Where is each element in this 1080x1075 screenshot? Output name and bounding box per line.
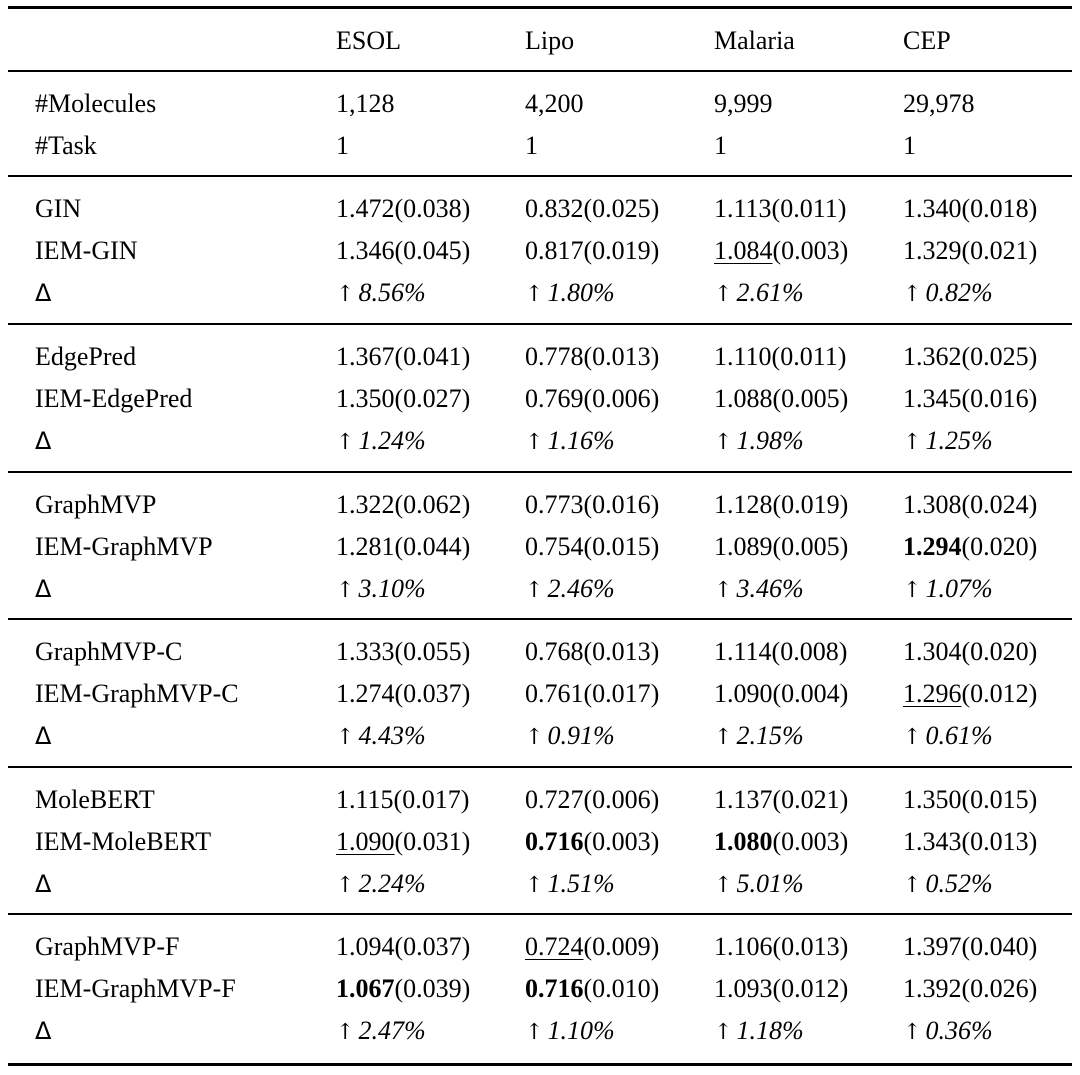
- stats-row-molecules: [0, 84, 1080, 124]
- improvement-cell: [714, 864, 804, 906]
- table-cell: [336, 632, 470, 672]
- std-value: (0.017): [393, 785, 470, 814]
- table-cell: [525, 969, 659, 1009]
- improvement-cell: [714, 273, 804, 315]
- std-value: (0.003): [772, 236, 849, 265]
- delta-row: [0, 569, 1080, 609]
- std-value: (0.017): [583, 679, 660, 708]
- up-arrow-icon: ↑: [525, 282, 544, 307]
- std-value: (0.037): [394, 679, 471, 708]
- table-cell: [903, 822, 1037, 862]
- table-cell: [903, 674, 1037, 714]
- std-value: (0.019): [772, 490, 849, 519]
- improvement-cell: [903, 421, 993, 463]
- table-cell: [903, 337, 1037, 377]
- up-arrow-icon: ↑: [336, 282, 355, 307]
- improvement-percent: 5.01%: [736, 869, 804, 898]
- header-lipo: Lipo: [525, 26, 575, 55]
- improvement-cell: [525, 273, 615, 315]
- table-cell: [525, 379, 659, 419]
- method-label: MoleBERT: [35, 785, 155, 814]
- mean-value: 0.716: [525, 827, 584, 856]
- iem-row: [0, 231, 1080, 271]
- std-value: (0.039): [394, 974, 471, 1003]
- method-label: IEM-EdgePred: [35, 384, 193, 413]
- improvement-percent: 1.98%: [736, 426, 804, 455]
- delta-row: [0, 273, 1080, 313]
- mean-value: 0.778: [525, 342, 584, 371]
- improvement-cell: [903, 716, 993, 758]
- improvement-percent: 0.82%: [925, 278, 993, 307]
- header-esol: ESOL: [336, 26, 401, 55]
- baseline-row: [0, 189, 1080, 229]
- table-cell: [714, 231, 848, 271]
- table-cell: [903, 969, 1037, 1009]
- top-rule: [8, 6, 1072, 9]
- header-row: [0, 21, 1080, 61]
- improvement-cell: [903, 1011, 993, 1053]
- table-cell: [903, 231, 1037, 271]
- method-label: IEM-GraphMVP-C: [35, 679, 239, 708]
- improvement-percent: 1.24%: [358, 426, 426, 455]
- up-arrow-icon: ↑: [903, 725, 922, 750]
- std-value: (0.024): [961, 490, 1038, 519]
- table-cell: [525, 337, 659, 377]
- improvement-cell: [525, 864, 615, 906]
- up-arrow-icon: ↑: [903, 578, 922, 603]
- table-cell: 1: [336, 131, 349, 160]
- iem-row: [0, 822, 1080, 862]
- table-cell: [714, 337, 846, 377]
- std-value: (0.011): [771, 194, 847, 223]
- std-value: (0.012): [772, 974, 849, 1003]
- mean-value: 0.754: [525, 532, 584, 561]
- table-cell: 1: [525, 131, 538, 160]
- mean-value: 1.397: [903, 932, 962, 961]
- std-value: (0.013): [583, 637, 660, 666]
- mean-value: 1.392: [903, 974, 962, 1003]
- mean-value: 1.106: [714, 932, 773, 961]
- mean-value: 0.769: [525, 384, 584, 413]
- up-arrow-icon: ↑: [525, 578, 544, 603]
- mean-value: 0.727: [525, 785, 584, 814]
- iem-row: [0, 527, 1080, 567]
- table-cell: [525, 632, 659, 672]
- mean-value: 1.093: [714, 974, 773, 1003]
- group-separator-rule: [8, 175, 1072, 177]
- table-cell: [903, 485, 1037, 525]
- mean-value: 1.329: [903, 236, 962, 265]
- improvement-percent: 1.51%: [547, 869, 615, 898]
- improvement-percent: 2.15%: [736, 721, 804, 750]
- mean-value: 1.115: [336, 785, 394, 814]
- row-label: #Task: [35, 131, 97, 160]
- baseline-row: [0, 780, 1080, 820]
- table-cell: [525, 231, 659, 271]
- std-value: (0.010): [583, 974, 660, 1003]
- up-arrow-icon: ↑: [336, 578, 355, 603]
- group-separator-rule: [8, 471, 1072, 473]
- improvement-percent: 1.25%: [925, 426, 993, 455]
- mean-value: 1.067: [336, 974, 395, 1003]
- up-arrow-icon: ↑: [525, 873, 544, 898]
- bottom-rule: [8, 1063, 1072, 1066]
- delta-row: [0, 864, 1080, 904]
- delta-symbol: Δ: [35, 722, 52, 750]
- mean-value: 0.773: [525, 490, 584, 519]
- std-value: (0.038): [394, 194, 471, 223]
- table-cell: [336, 337, 470, 377]
- table-cell: [714, 527, 848, 567]
- table-cell: [714, 780, 848, 820]
- up-arrow-icon: ↑: [525, 725, 544, 750]
- std-value: (0.003): [772, 827, 849, 856]
- improvement-cell: [525, 421, 615, 463]
- delta-symbol: Δ: [35, 575, 52, 603]
- table-cell: [714, 822, 848, 862]
- mean-value: 1.322: [336, 490, 395, 519]
- std-value: (0.011): [771, 342, 847, 371]
- std-value: (0.062): [394, 490, 471, 519]
- delta-symbol: Δ: [35, 870, 52, 898]
- method-label: GraphMVP-C: [35, 637, 183, 666]
- table-cell: [336, 780, 469, 820]
- improvement-cell: [903, 569, 993, 611]
- mean-value: 1.094: [336, 932, 395, 961]
- mean-value: 1.113: [714, 194, 772, 223]
- improvement-percent: 8.56%: [358, 278, 426, 307]
- table-cell: [336, 379, 470, 419]
- table-cell: 4,200: [525, 89, 584, 118]
- mean-value: 1.333: [336, 637, 395, 666]
- method-label: EdgePred: [35, 342, 137, 371]
- std-value: (0.015): [961, 785, 1038, 814]
- method-label: IEM-GIN: [35, 236, 138, 265]
- std-value: (0.041): [394, 342, 471, 371]
- mean-value: 0.724: [525, 932, 584, 961]
- std-value: (0.006): [583, 384, 660, 413]
- table-cell: 29,978: [903, 89, 975, 118]
- std-value: (0.019): [583, 236, 660, 265]
- improvement-percent: 3.46%: [736, 574, 804, 603]
- std-value: (0.003): [583, 827, 660, 856]
- improvement-percent: 0.52%: [925, 869, 993, 898]
- improvement-cell: [525, 716, 615, 758]
- std-value: (0.013): [961, 827, 1038, 856]
- std-value: (0.025): [961, 342, 1038, 371]
- std-value: (0.026): [961, 974, 1038, 1003]
- improvement-cell: [336, 569, 426, 611]
- table-cell: [336, 231, 470, 271]
- delta-row: [0, 716, 1080, 756]
- mean-value: 1.128: [714, 490, 773, 519]
- mean-value: 0.832: [525, 194, 584, 223]
- up-arrow-icon: ↑: [525, 1020, 544, 1045]
- mean-value: 1.308: [903, 490, 962, 519]
- method-label: GraphMVP-F: [35, 932, 180, 961]
- improvement-cell: [525, 1011, 615, 1053]
- delta-row: [0, 1011, 1080, 1051]
- table-cell: [714, 632, 847, 672]
- improvement-cell: [336, 273, 426, 315]
- up-arrow-icon: ↑: [336, 873, 355, 898]
- table-cell: [336, 189, 470, 229]
- baseline-row: [0, 632, 1080, 672]
- improvement-percent: 1.07%: [925, 574, 993, 603]
- std-value: (0.016): [583, 490, 660, 519]
- mean-value: 1.090: [336, 827, 395, 856]
- mean-value: 1.274: [336, 679, 395, 708]
- method-label: IEM-GraphMVP: [35, 532, 213, 561]
- table-cell: [336, 485, 470, 525]
- std-value: (0.037): [394, 932, 471, 961]
- std-value: (0.004): [772, 679, 849, 708]
- iem-row: [0, 379, 1080, 419]
- improvement-percent: 0.61%: [925, 721, 993, 750]
- std-value: (0.021): [961, 236, 1038, 265]
- std-value: (0.018): [961, 194, 1038, 223]
- improvement-percent: 1.80%: [547, 278, 615, 307]
- improvement-percent: 1.10%: [547, 1016, 615, 1045]
- table-cell: [714, 674, 848, 714]
- improvement-cell: [903, 864, 993, 906]
- delta-row: [0, 421, 1080, 461]
- improvement-cell: [525, 569, 615, 611]
- up-arrow-icon: ↑: [714, 725, 733, 750]
- baseline-row: [0, 927, 1080, 967]
- table-cell: [903, 780, 1037, 820]
- improvement-percent: 2.24%: [358, 869, 426, 898]
- table-cell: [525, 485, 659, 525]
- mean-value: 1.088: [714, 384, 773, 413]
- std-value: (0.031): [394, 827, 471, 856]
- table-cell: [336, 927, 470, 967]
- mean-value: 1.340: [903, 194, 962, 223]
- table-cell: [525, 822, 659, 862]
- std-value: (0.008): [771, 637, 848, 666]
- table-cell: [903, 927, 1037, 967]
- table-cell: [336, 969, 470, 1009]
- std-value: (0.020): [961, 532, 1038, 561]
- std-value: (0.044): [394, 532, 471, 561]
- mean-value: 1.367: [336, 342, 395, 371]
- mean-value: 0.716: [525, 974, 584, 1003]
- up-arrow-icon: ↑: [714, 1020, 733, 1045]
- method-label: GraphMVP: [35, 490, 157, 519]
- mean-value: 1.294: [903, 532, 962, 561]
- table-cell: [336, 674, 470, 714]
- method-label: IEM-GraphMVP-F: [35, 974, 236, 1003]
- mean-value: 1.089: [714, 532, 773, 561]
- table-cell: [525, 780, 659, 820]
- table-cell: [903, 527, 1037, 567]
- table-cell: [714, 969, 848, 1009]
- mean-value: 1.114: [714, 637, 772, 666]
- improvement-percent: 2.61%: [736, 278, 804, 307]
- improvement-cell: [714, 716, 804, 758]
- improvement-cell: [714, 1011, 804, 1053]
- improvement-cell: [336, 1011, 426, 1053]
- improvement-percent: 1.16%: [547, 426, 615, 455]
- up-arrow-icon: ↑: [714, 430, 733, 455]
- up-arrow-icon: ↑: [903, 1020, 922, 1045]
- std-value: (0.005): [772, 384, 849, 413]
- mean-value: 1.350: [336, 384, 395, 413]
- improvement-percent: 0.91%: [547, 721, 615, 750]
- improvement-cell: [336, 716, 426, 758]
- table-cell: [525, 189, 659, 229]
- std-value: (0.012): [961, 679, 1038, 708]
- mean-value: 1.304: [903, 637, 962, 666]
- std-value: (0.013): [583, 342, 660, 371]
- iem-row: [0, 674, 1080, 714]
- table-cell: [525, 527, 659, 567]
- group-separator-rule: [8, 618, 1072, 620]
- group-separator-rule: [8, 323, 1072, 325]
- std-value: (0.005): [772, 532, 849, 561]
- improvement-percent: 1.18%: [736, 1016, 804, 1045]
- table-cell: 1: [903, 131, 916, 160]
- delta-symbol: Δ: [35, 1017, 52, 1045]
- std-value: (0.015): [583, 532, 660, 561]
- up-arrow-icon: ↑: [525, 430, 544, 455]
- mean-value: 1.080: [714, 827, 773, 856]
- std-value: (0.013): [772, 932, 849, 961]
- header-malaria: Malaria: [714, 26, 795, 55]
- method-label: GIN: [35, 194, 82, 223]
- std-value: (0.016): [961, 384, 1038, 413]
- table-cell: 9,999: [714, 89, 773, 118]
- up-arrow-icon: ↑: [903, 430, 922, 455]
- delta-symbol: Δ: [35, 427, 52, 455]
- improvement-percent: 4.43%: [358, 721, 426, 750]
- std-value: (0.025): [583, 194, 660, 223]
- table-cell: [903, 189, 1037, 229]
- std-value: (0.006): [583, 785, 660, 814]
- table-cell: 1: [714, 131, 727, 160]
- table-cell: [714, 927, 848, 967]
- table-cell: [336, 527, 470, 567]
- group-separator-rule: [8, 913, 1072, 915]
- std-value: (0.021): [772, 785, 849, 814]
- table-cell: [714, 379, 848, 419]
- mean-value: 1.345: [903, 384, 962, 413]
- delta-symbol: Δ: [35, 279, 52, 307]
- mean-value: 1.346: [336, 236, 395, 265]
- std-value: (0.027): [394, 384, 471, 413]
- improvement-cell: [714, 421, 804, 463]
- stats-row-task: [0, 126, 1080, 166]
- mean-value: 1.350: [903, 785, 962, 814]
- improvement-cell: [903, 273, 993, 315]
- up-arrow-icon: ↑: [903, 282, 922, 307]
- std-value: (0.045): [394, 236, 471, 265]
- up-arrow-icon: ↑: [714, 873, 733, 898]
- table-cell: [714, 189, 846, 229]
- table-cell: [903, 632, 1037, 672]
- mean-value: 0.768: [525, 637, 584, 666]
- mean-value: 1.281: [336, 532, 395, 561]
- improvement-cell: [714, 569, 804, 611]
- iem-row: [0, 969, 1080, 1009]
- table-cell: [714, 485, 848, 525]
- group-separator-rule: [8, 766, 1072, 768]
- improvement-percent: 0.36%: [925, 1016, 993, 1045]
- row-label: #Molecules: [35, 89, 157, 118]
- improvement-percent: 2.47%: [358, 1016, 426, 1045]
- mean-value: 0.761: [525, 679, 584, 708]
- mean-value: 1.084: [714, 236, 773, 265]
- table-cell: [903, 379, 1037, 419]
- std-value: (0.009): [583, 932, 660, 961]
- std-value: (0.040): [961, 932, 1038, 961]
- header-cep: CEP: [903, 26, 951, 55]
- up-arrow-icon: ↑: [714, 282, 733, 307]
- mean-value: 1.090: [714, 679, 773, 708]
- mean-value: 1.110: [714, 342, 772, 371]
- table-cell: [525, 927, 659, 967]
- std-value: (0.020): [961, 637, 1038, 666]
- improvement-cell: [336, 421, 426, 463]
- mean-value: 1.343: [903, 827, 962, 856]
- baseline-row: [0, 485, 1080, 525]
- method-label: IEM-MoleBERT: [35, 827, 212, 856]
- up-arrow-icon: ↑: [714, 578, 733, 603]
- up-arrow-icon: ↑: [903, 873, 922, 898]
- table-cell: [525, 674, 659, 714]
- mean-value: 1.362: [903, 342, 962, 371]
- up-arrow-icon: ↑: [336, 430, 355, 455]
- up-arrow-icon: ↑: [336, 725, 355, 750]
- up-arrow-icon: ↑: [336, 1020, 355, 1045]
- table-cell: 1,128: [336, 89, 395, 118]
- baseline-row: [0, 337, 1080, 377]
- table-cell: [336, 822, 470, 862]
- improvement-percent: 3.10%: [358, 574, 426, 603]
- mean-value: 0.817: [525, 236, 584, 265]
- improvement-percent: 2.46%: [547, 574, 615, 603]
- mean-value: 1.137: [714, 785, 773, 814]
- header-rule: [8, 70, 1072, 72]
- std-value: (0.055): [394, 637, 471, 666]
- improvement-cell: [336, 864, 426, 906]
- mean-value: 1.296: [903, 679, 962, 708]
- mean-value: 1.472: [336, 194, 395, 223]
